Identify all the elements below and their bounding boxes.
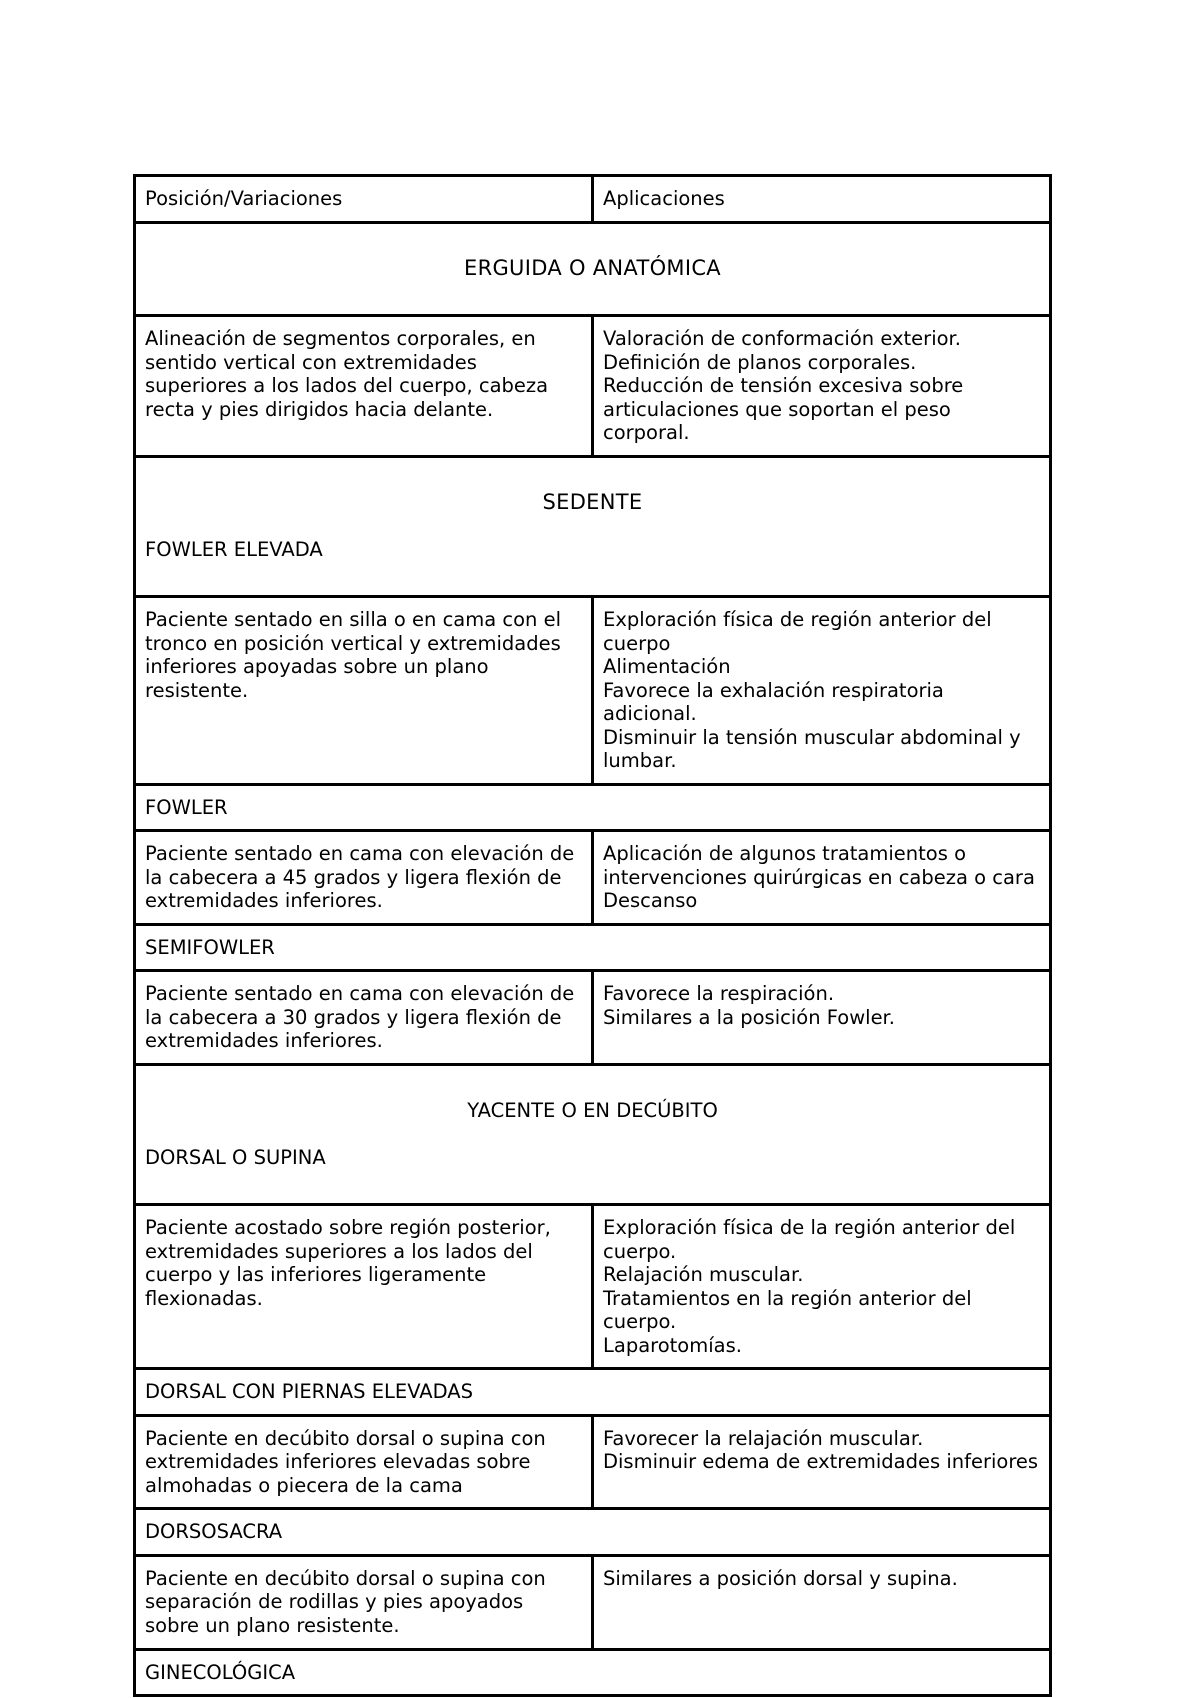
position-description: Paciente en decúbito dorsal o supina con extremidades inferiores elevadas sobre almohadas o piecera de la cama bbox=[135, 1415, 593, 1509]
header-cell-positions: Posición/Variaciones bbox=[135, 176, 593, 223]
position-applications: Exploración física de región anterior del cuerpo Alimentación Favorece la exhalación respiratoria adicional. Disminuir la tensión muscular abdominal y lumbar. bbox=[593, 597, 1051, 785]
position-applications: Valoración de conformación exterior. Definición de planos corporales. Reducción de tensión excesiva sobre articulaciones que soportan el peso corporal. bbox=[593, 316, 1051, 457]
table-row bbox=[135, 831, 1051, 925]
subsection-row-semifowler bbox=[135, 924, 1051, 971]
subsection-row-dorsal-piernas bbox=[135, 1369, 1051, 1416]
section-row-sedente bbox=[135, 456, 1051, 597]
subsection-title-dorsal-piernas-elevadas: DORSAL CON PIERNAS ELEVADAS bbox=[135, 1369, 1051, 1416]
subsection-title-fowler: FOWLER bbox=[135, 784, 1051, 831]
subsection-title-semifowler: SEMIFOWLER bbox=[135, 924, 1051, 971]
position-description: Paciente sentado en cama con elevación de la cabecera a 30 grados y ligera flexión de extremidades inferiores. bbox=[135, 971, 593, 1065]
position-applications: Aplicación de algunos tratamientos o intervenciones quirúrgicas en cabeza o cara Descanso bbox=[593, 831, 1051, 925]
section-cell bbox=[135, 1064, 1051, 1205]
subsection-row-ginecologica bbox=[135, 1649, 1051, 1696]
subsection-title-ginecologica: GINECOLÓGICA bbox=[135, 1649, 1051, 1696]
position-applications: Similares a posición dorsal y supina. bbox=[593, 1555, 1051, 1649]
section-title-erguida: ERGUIDA O ANATÓMICA bbox=[464, 256, 721, 280]
table-header-row bbox=[135, 176, 1051, 223]
section-cell bbox=[135, 456, 1051, 597]
section-row-erguida bbox=[135, 222, 1051, 316]
position-applications: Favorecer la relajación muscular. Disminuir edema de extremidades inferiores bbox=[593, 1415, 1051, 1509]
subsection-title-dorsal-supina: DORSAL O SUPINA bbox=[145, 1146, 326, 1169]
section-title-yacente: YACENTE O EN DECÚBITO bbox=[467, 1099, 718, 1122]
header-cell-applications: Aplicaciones bbox=[593, 176, 1051, 223]
position-description: Paciente en decúbito dorsal o supina con separación de rodillas y pies apoyados sobre un plano resistente. bbox=[135, 1555, 593, 1649]
subsection-title-fowler-elevada: FOWLER ELEVADA bbox=[145, 538, 323, 561]
table-row bbox=[135, 1205, 1051, 1369]
subsection-title-dorsosacra: DORSOSACRA bbox=[135, 1509, 1051, 1556]
position-applications: Exploración física de la región anterior del cuerpo. Relajación muscular. Tratamientos en la región anterior del cuerpo. Laparotomías. bbox=[593, 1205, 1051, 1369]
position-description: Paciente sentado en silla o en cama con el tronco en posición vertical y extremidades inferiores apoyadas sobre un plano resistente. bbox=[135, 597, 593, 785]
table-row bbox=[135, 1555, 1051, 1649]
subsection-row-dorsosacra bbox=[135, 1509, 1051, 1556]
position-description: Alineación de segmentos corporales, en sentido vertical con extremidades superiores a los lados del cuerpo, cabeza recta y pies dirigidos hacia delante. bbox=[135, 316, 593, 457]
section-row-yacente bbox=[135, 1064, 1051, 1205]
section-title-sedente: SEDENTE bbox=[542, 490, 643, 514]
table-row bbox=[135, 316, 1051, 457]
table-row bbox=[135, 1415, 1051, 1509]
position-applications: Favorece la respiración. Similares a la posición Fowler. bbox=[593, 971, 1051, 1065]
positions-table bbox=[133, 174, 1052, 1697]
table-row bbox=[135, 971, 1051, 1065]
section-cell bbox=[135, 222, 1051, 316]
position-description: Paciente sentado en cama con elevación de la cabecera a 45 grados y ligera flexión de extremidades inferiores. bbox=[135, 831, 593, 925]
table-row bbox=[135, 597, 1051, 785]
position-description: Paciente acostado sobre región posterior, extremidades superiores a los lados del cuerpo y las inferiores ligeramente flexionadas. bbox=[135, 1205, 593, 1369]
subsection-row-fowler bbox=[135, 784, 1051, 831]
